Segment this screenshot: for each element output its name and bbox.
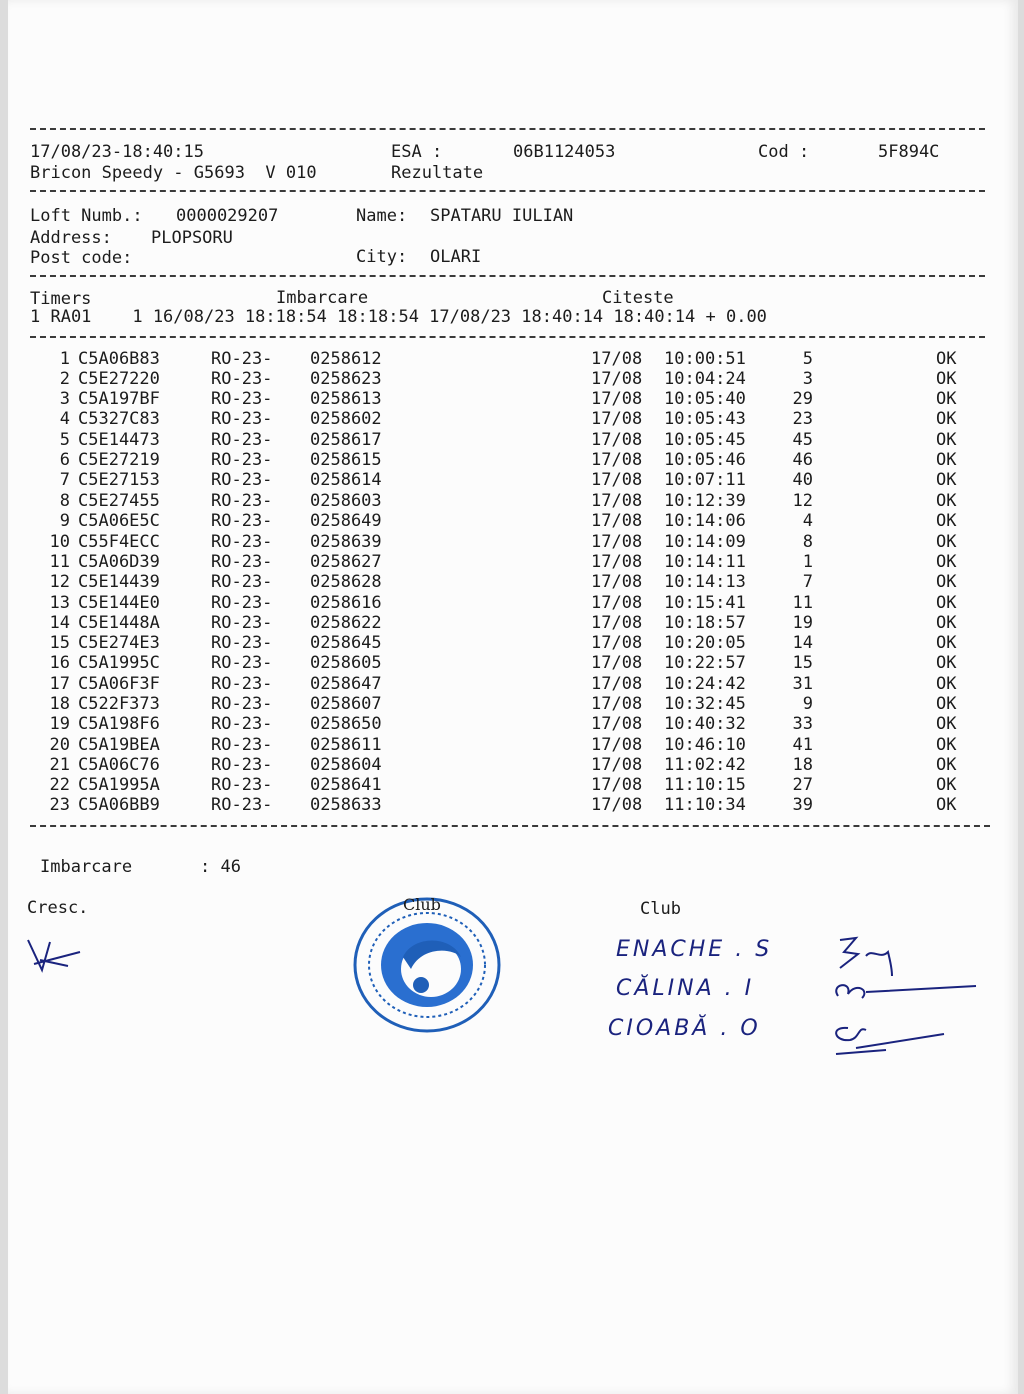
result-position: 46 xyxy=(792,450,813,470)
result-status: OK xyxy=(936,349,957,369)
document-sheet xyxy=(8,0,1018,1394)
result-position: 9 xyxy=(802,694,813,714)
address-value: PLOPSORU xyxy=(151,228,233,248)
result-arrival-date: 17/08 xyxy=(591,633,643,653)
result-arrival-date: 17/08 xyxy=(591,511,643,531)
document-type: Rezultate xyxy=(391,163,484,183)
esa-label: ESA : xyxy=(391,142,443,162)
result-status: OK xyxy=(936,450,957,470)
handwritten-signatures xyxy=(826,930,986,1060)
result-ring-code: C5E1448A xyxy=(78,613,160,633)
result-arrival-time: 10:05:45 xyxy=(664,430,746,450)
result-position: 27 xyxy=(792,775,813,795)
table-row xyxy=(8,714,1018,734)
result-arrival-time: 10:05:46 xyxy=(664,450,746,470)
result-ring-code: C5A19BEA xyxy=(78,735,160,755)
result-ring-number: 0258622 xyxy=(310,613,382,633)
result-ring-number: 0258633 xyxy=(310,795,382,815)
result-status: OK xyxy=(936,491,957,511)
result-ring-prefix: RO-23- xyxy=(211,409,273,429)
result-index: 4 xyxy=(59,409,70,429)
result-status: OK xyxy=(936,755,957,775)
owner-name-label: Name: xyxy=(356,206,408,226)
cod-value: 5F894C xyxy=(878,142,940,162)
result-ring-prefix: RO-23- xyxy=(211,653,273,673)
result-ring-number: 0258615 xyxy=(310,450,382,470)
result-index: 21 xyxy=(49,755,70,775)
handwritten-name-1: ENACHE . S xyxy=(616,937,773,962)
result-ring-number: 0258604 xyxy=(310,755,382,775)
result-status: OK xyxy=(936,552,957,572)
loft-number-value: 0000029207 xyxy=(176,206,279,226)
result-ring-code: C5E27219 xyxy=(78,450,160,470)
result-ring-prefix: RO-23- xyxy=(211,593,273,613)
result-ring-prefix: RO-23- xyxy=(211,369,273,389)
result-status: OK xyxy=(936,593,957,613)
timers-citeste-label: Citeste xyxy=(602,288,674,308)
table-row xyxy=(8,511,1018,531)
result-ring-number: 0258623 xyxy=(310,369,382,389)
result-position: 12 xyxy=(792,491,813,511)
result-position: 40 xyxy=(792,470,813,490)
result-arrival-date: 17/08 xyxy=(591,532,643,552)
result-ring-number: 0258611 xyxy=(310,735,382,755)
result-arrival-date: 17/08 xyxy=(591,795,643,815)
result-status: OK xyxy=(936,735,957,755)
table-row xyxy=(8,735,1018,755)
city-value: OLARI xyxy=(430,247,482,267)
result-ring-number: 0258627 xyxy=(310,552,382,572)
result-position: 15 xyxy=(792,653,813,673)
timers-imbarcare-label: Imbarcare xyxy=(276,288,369,308)
result-index: 18 xyxy=(49,694,70,714)
result-status: OK xyxy=(936,369,957,389)
result-index: 11 xyxy=(49,552,70,572)
result-index: 8 xyxy=(59,491,70,511)
address-label: Address: xyxy=(30,228,112,248)
result-ring-number: 0258647 xyxy=(310,674,382,694)
result-ring-number: 0258612 xyxy=(310,349,382,369)
result-ring-code: C5A06BB9 xyxy=(78,795,160,815)
result-ring-prefix: RO-23- xyxy=(211,430,273,450)
result-arrival-date: 17/08 xyxy=(591,470,643,490)
result-status: OK xyxy=(936,389,957,409)
result-arrival-time: 11:10:34 xyxy=(664,795,746,815)
result-ring-number: 0258613 xyxy=(310,389,382,409)
result-ring-code: C5E14473 xyxy=(78,430,160,450)
result-arrival-date: 17/08 xyxy=(591,430,643,450)
result-ring-number: 0258602 xyxy=(310,409,382,429)
result-arrival-date: 17/08 xyxy=(591,674,643,694)
result-ring-prefix: RO-23- xyxy=(211,389,273,409)
result-ring-number: 0258607 xyxy=(310,694,382,714)
table-row xyxy=(8,795,1018,815)
table-row xyxy=(8,633,1018,653)
result-index: 1 xyxy=(59,349,70,369)
result-arrival-time: 10:32:45 xyxy=(664,694,746,714)
result-arrival-time: 11:02:42 xyxy=(664,755,746,775)
cresc-label: Cresc. xyxy=(27,898,89,918)
club-label: Club xyxy=(640,899,681,919)
table-row xyxy=(8,572,1018,592)
result-status: OK xyxy=(936,694,957,714)
table-row xyxy=(8,491,1018,511)
handwritten-name-3: CIOABĂ . O xyxy=(608,1016,761,1041)
stamp-text: Club xyxy=(403,895,441,914)
result-status: OK xyxy=(936,532,957,552)
imbarcare-total-label: Imbarcare xyxy=(40,857,133,877)
result-ring-code: C5E14439 xyxy=(78,572,160,592)
table-row xyxy=(8,674,1018,694)
result-index: 3 xyxy=(59,389,70,409)
result-ring-prefix: RO-23- xyxy=(211,572,273,592)
result-arrival-date: 17/08 xyxy=(591,755,643,775)
result-position: 39 xyxy=(792,795,813,815)
result-ring-code: C5A06B83 xyxy=(78,349,160,369)
result-position: 14 xyxy=(792,633,813,653)
table-row xyxy=(8,409,1018,429)
result-arrival-time: 10:05:43 xyxy=(664,409,746,429)
result-arrival-time: 10:20:05 xyxy=(664,633,746,653)
result-ring-prefix: RO-23- xyxy=(211,470,273,490)
result-ring-code: C5A198F6 xyxy=(78,714,160,734)
result-position: 19 xyxy=(792,613,813,633)
result-ring-code: C5A06E5C xyxy=(78,511,160,531)
result-status: OK xyxy=(936,674,957,694)
result-arrival-time: 10:18:57 xyxy=(664,613,746,633)
result-ring-code: C55F4ECC xyxy=(78,532,160,552)
result-index: 22 xyxy=(49,775,70,795)
result-status: OK xyxy=(936,775,957,795)
result-index: 12 xyxy=(49,572,70,592)
result-position: 4 xyxy=(802,511,813,531)
result-ring-code: C5E27455 xyxy=(78,491,160,511)
postcode-label: Post code: xyxy=(30,248,133,268)
result-position: 5 xyxy=(802,349,813,369)
result-arrival-date: 17/08 xyxy=(591,593,643,613)
separator-owner xyxy=(30,275,985,277)
result-arrival-time: 10:15:41 xyxy=(664,593,746,613)
result-arrival-date: 17/08 xyxy=(591,389,643,409)
result-ring-code: C5E27220 xyxy=(78,369,160,389)
result-arrival-time: 10:14:13 xyxy=(664,572,746,592)
imbarcare-total-value: : 46 xyxy=(200,857,241,877)
result-ring-prefix: RO-23- xyxy=(211,694,273,714)
result-index: 16 xyxy=(49,653,70,673)
result-ring-prefix: RO-23- xyxy=(211,633,273,653)
result-status: OK xyxy=(936,714,957,734)
table-row xyxy=(8,593,1018,613)
cod-label: Cod : xyxy=(758,142,810,162)
result-status: OK xyxy=(936,470,957,490)
city-label: City: xyxy=(356,247,408,267)
result-ring-code: C5A06C76 xyxy=(78,755,160,775)
result-ring-number: 0258617 xyxy=(310,430,382,450)
result-ring-prefix: RO-23- xyxy=(211,511,273,531)
result-status: OK xyxy=(936,795,957,815)
table-row xyxy=(8,755,1018,775)
result-ring-number: 0258616 xyxy=(310,593,382,613)
result-status: OK xyxy=(936,572,957,592)
result-arrival-date: 17/08 xyxy=(591,775,643,795)
result-index: 9 xyxy=(59,511,70,531)
timers-label: Timers xyxy=(30,289,92,309)
result-ring-prefix: RO-23- xyxy=(211,775,273,795)
result-status: OK xyxy=(936,430,957,450)
table-row xyxy=(8,470,1018,490)
result-arrival-date: 17/08 xyxy=(591,369,643,389)
result-ring-number: 0258649 xyxy=(310,511,382,531)
result-arrival-date: 17/08 xyxy=(591,613,643,633)
result-ring-prefix: RO-23- xyxy=(211,735,273,755)
result-index: 20 xyxy=(49,735,70,755)
result-arrival-time: 10:14:09 xyxy=(664,532,746,552)
result-index: 17 xyxy=(49,674,70,694)
club-stamp xyxy=(351,895,503,1035)
handwritten-name-2: CĂLINA . I xyxy=(616,976,755,1001)
result-ring-code: C5E274E3 xyxy=(78,633,160,653)
table-row xyxy=(8,389,1018,409)
device-name: Bricon Speedy - G5693 V 010 xyxy=(30,163,317,183)
result-status: OK xyxy=(936,511,957,531)
result-index: 7 xyxy=(59,470,70,490)
print-datetime: 17/08/23-18:40:15 xyxy=(30,142,204,162)
loft-number-label: Loft Numb.: xyxy=(30,206,143,226)
result-status: OK xyxy=(936,653,957,673)
result-index: 13 xyxy=(49,593,70,613)
esa-value: 06B1124053 xyxy=(513,142,616,162)
result-ring-number: 0258614 xyxy=(310,470,382,490)
table-row xyxy=(8,430,1018,450)
result-arrival-date: 17/08 xyxy=(591,653,643,673)
result-ring-prefix: RO-23- xyxy=(211,714,273,734)
result-status: OK xyxy=(936,409,957,429)
result-arrival-date: 17/08 xyxy=(591,735,643,755)
result-ring-prefix: RO-23- xyxy=(211,674,273,694)
table-row xyxy=(8,552,1018,572)
result-ring-number: 0258650 xyxy=(310,714,382,734)
result-ring-code: C5A06D39 xyxy=(78,552,160,572)
result-arrival-time: 10:40:32 xyxy=(664,714,746,734)
result-arrival-time: 10:05:40 xyxy=(664,389,746,409)
result-ring-prefix: RO-23- xyxy=(211,491,273,511)
result-ring-prefix: RO-23- xyxy=(211,349,273,369)
result-ring-number: 0258645 xyxy=(310,633,382,653)
table-row xyxy=(8,349,1018,369)
result-arrival-date: 17/08 xyxy=(591,349,643,369)
result-arrival-date: 17/08 xyxy=(591,491,643,511)
result-arrival-time: 10:12:39 xyxy=(664,491,746,511)
result-position: 11 xyxy=(792,593,813,613)
result-arrival-time: 11:10:15 xyxy=(664,775,746,795)
table-row xyxy=(8,450,1018,470)
table-row xyxy=(8,369,1018,389)
owner-name-value: SPATARU IULIAN xyxy=(430,206,574,226)
result-ring-number: 0258639 xyxy=(310,532,382,552)
result-ring-prefix: RO-23- xyxy=(211,552,273,572)
result-position: 7 xyxy=(802,572,813,592)
result-ring-number: 0258628 xyxy=(310,572,382,592)
result-position: 33 xyxy=(792,714,813,734)
result-arrival-time: 10:24:42 xyxy=(664,674,746,694)
result-position: 45 xyxy=(792,430,813,450)
result-position: 3 xyxy=(802,369,813,389)
result-ring-code: C5A1995C xyxy=(78,653,160,673)
result-position: 8 xyxy=(802,532,813,552)
separator-timers xyxy=(30,336,985,338)
result-ring-code: C5A06F3F xyxy=(78,674,160,694)
result-arrival-date: 17/08 xyxy=(591,450,643,470)
table-row xyxy=(8,613,1018,633)
separator-results xyxy=(30,825,990,827)
result-arrival-date: 17/08 xyxy=(591,694,643,714)
result-index: 15 xyxy=(49,633,70,653)
table-row xyxy=(8,694,1018,714)
result-ring-number: 0258603 xyxy=(310,491,382,511)
result-ring-prefix: RO-23- xyxy=(211,450,273,470)
result-arrival-time: 10:14:11 xyxy=(664,552,746,572)
result-index: 14 xyxy=(49,613,70,633)
result-position: 18 xyxy=(792,755,813,775)
result-ring-code: C5A197BF xyxy=(78,389,160,409)
result-ring-code: C5327C83 xyxy=(78,409,160,429)
result-arrival-date: 17/08 xyxy=(591,552,643,572)
result-ring-prefix: RO-23- xyxy=(211,755,273,775)
table-row xyxy=(8,653,1018,673)
result-arrival-date: 17/08 xyxy=(591,714,643,734)
result-index: 10 xyxy=(49,532,70,552)
result-position: 31 xyxy=(792,674,813,694)
result-position: 41 xyxy=(792,735,813,755)
result-ring-code: C5E27153 xyxy=(78,470,160,490)
result-position: 29 xyxy=(792,389,813,409)
result-ring-prefix: RO-23- xyxy=(211,613,273,633)
timers-line: 1 RA01 1 16/08/23 18:18:54 18:18:54 17/08/23 18:40:14 18:40:14 + 0.00 xyxy=(30,307,767,327)
result-index: 19 xyxy=(49,714,70,734)
result-arrival-time: 10:00:51 xyxy=(664,349,746,369)
result-arrival-time: 10:07:11 xyxy=(664,470,746,490)
result-index: 2 xyxy=(59,369,70,389)
result-arrival-date: 17/08 xyxy=(591,409,643,429)
result-index: 5 xyxy=(59,430,70,450)
result-position: 23 xyxy=(792,409,813,429)
separator-top xyxy=(30,128,985,130)
result-ring-number: 0258641 xyxy=(310,775,382,795)
result-arrival-time: 10:22:57 xyxy=(664,653,746,673)
cresc-signature xyxy=(20,930,90,980)
result-status: OK xyxy=(936,613,957,633)
result-arrival-time: 10:46:10 xyxy=(664,735,746,755)
result-position: 1 xyxy=(802,552,813,572)
result-ring-code: C5A1995A xyxy=(78,775,160,795)
result-arrival-date: 17/08 xyxy=(591,572,643,592)
result-ring-prefix: RO-23- xyxy=(211,532,273,552)
result-ring-number: 0258605 xyxy=(310,653,382,673)
result-ring-prefix: RO-23- xyxy=(211,795,273,815)
result-index: 23 xyxy=(49,795,70,815)
separator-header xyxy=(30,190,985,192)
result-status: OK xyxy=(936,633,957,653)
result-arrival-time: 10:04:24 xyxy=(664,369,746,389)
result-ring-code: C5E144E0 xyxy=(78,593,160,613)
table-row xyxy=(8,775,1018,795)
result-arrival-time: 10:14:06 xyxy=(664,511,746,531)
result-index: 6 xyxy=(59,450,70,470)
table-row xyxy=(8,532,1018,552)
result-ring-code: C522F373 xyxy=(78,694,160,714)
